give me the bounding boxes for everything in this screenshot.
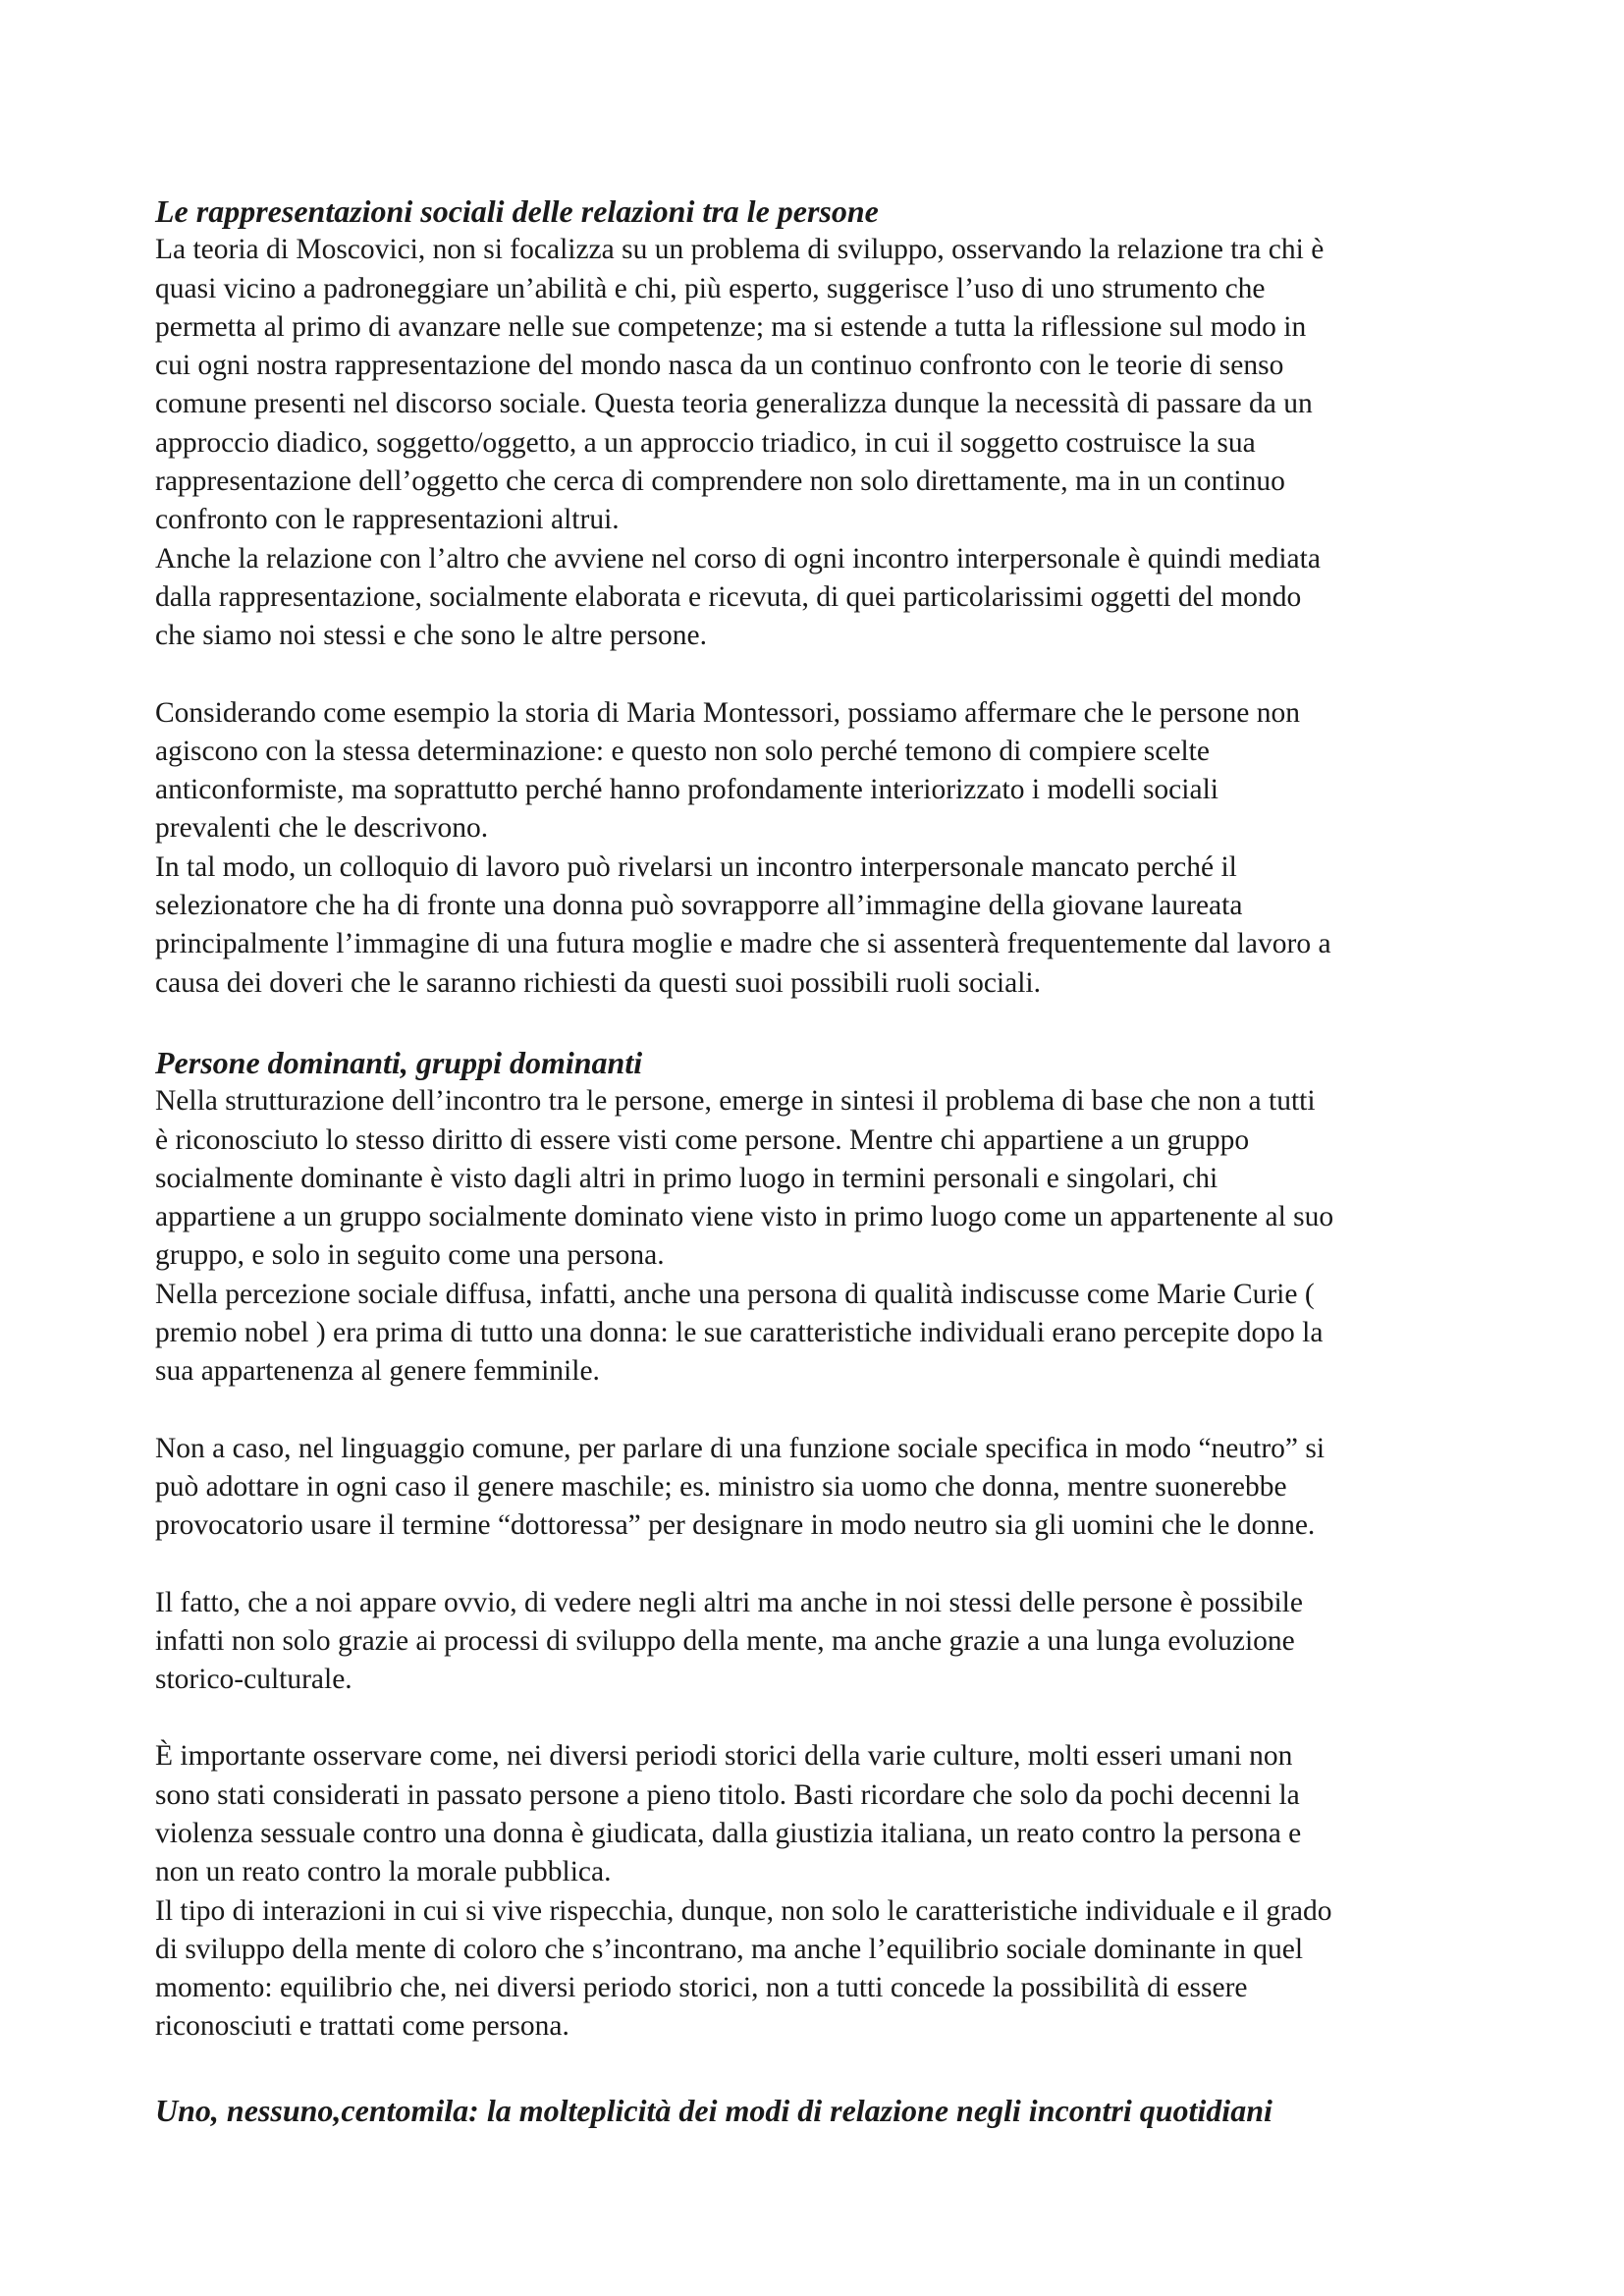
paragraph: Considerando come esempio la storia di Maria Montessori, possiamo affermare che le persone non agiscono con la stessa determinazione: e questo non solo perché temono di compiere scelte anticonformiste, ma soprattutto perché hanno profondamente interiorizzato i modelli sociali prevalenti che le descrivono. (155, 696, 1301, 845)
paragraph: Il tipo di interazioni in cui si vive rispecchia, dunque, non solo le caratteristiche individuale e il grado di sviluppo della mente di coloro che s’incontrano, ma anche l’equilibrio sociale dominante in quel momento: equilibrio che, nei diversi periodo storici, non a tutti concede la possibilità di essere riconosciuti e trattati come persona. (155, 1894, 1332, 2043)
paragraph: Anche la relazione con l’altro che avviene nel corso di ogni incontro interpersonale è quindi mediata dalla rappresentazione, socialmente elaborata e ricevuta, di quei particolarissimi oggetti del mondo che siamo noi stessi e che sono le altre persone. (155, 542, 1321, 652)
paragraph: Il fatto, che a noi appare ovvio, di vedere negli altri ma anche in noi stessi delle persone è possibile infatti non solo grazie ai processi di sviluppo della mente, ma anche grazie a una lunga evoluzione storico-culturale. (155, 1586, 1303, 1696)
section-spacer (155, 2047, 1490, 2088)
paragraph: Non a caso, nel linguaggio comune, per parlare di una funzione sociale specifica in modo “neutro” si può adottare in ogni caso il genere maschile; es. ministro sia uomo che donna, mentre suonerebbe provocatorio usare il termine “dottoressa” per designare in modo neutro sia gli uomini che le donne. (155, 1432, 1326, 1542)
paragraph: Nella strutturazione dell’incontro tra le persone, emerge in sintesi il problema di base che non a tutti è riconosciuto lo stesso diritto di essere visti come persone. Mentre chi appartiene a un gruppo socialmente dominante è visto dagli altri in primo luogo in termini personali e singolari, chi appartiene a un gruppo socialmente dominato viene visto in primo luogo come un appartenente al suo gruppo, e solo in seguito come una persona. (155, 1085, 1334, 1272)
paragraph-spacer (155, 1546, 1490, 1584)
paragraph: Nella percezione sociale diffusa, infatti, anche una persona di qualità indiscusse come Marie Curie ( premio nobel ) era prima di tutto una donna: le sue caratteristiche individuali erano percepite dopo la sua appartenenza al genere femminile. (155, 1278, 1324, 1388)
paragraph-spacer (155, 1699, 1490, 1737)
paragraph: La teoria di Moscovici, non si focalizza su un problema di sviluppo, osservando la relazione tra chi è quasi vicino a padroneggiare un’abilità e chi, più esperto, suggerisce l’uso di uno strumento che permetta al primo di avanzare nelle sue competenze; ma si estende a tutta la riflessione sul modo in cui ogni nostra rappresentazione del mondo nasca da un continuo confronto con le teorie di senso comune presenti nel discorso sociale. Questa teoria generalizza dunque la necessità di passare da un approccio diadico, soggetto/oggetto, a un approccio triadico, in cui il soggetto costruisce la sua rappresentazione dell’oggetto che cerca di comprendere non solo direttamente, ma in un continuo confronto con le rappresentazioni altrui. (155, 234, 1325, 536)
paragraph: In tal modo, un colloquio di lavoro può rivelarsi un incontro interpersonale mancato perché il selezionatore che ha di fronte una donna può sovrapporre all’immagine della giovane laureata principalmente l’immagine di una futura moglie e madre che si assenterà frequentemente dal lavoro a causa dei doveri che le saranno richiesti da questi suoi possibili ruoli sociali. (155, 850, 1331, 999)
document-page (155, 192, 1490, 2130)
paragraph-spacer (155, 1392, 1490, 1430)
paragraph: È importante osservare come, nei diversi periodi storici della varie culture, molti esseri umani non sono stati considerati in passato persone a pieno titolo. Basti ricordare che solo da pochi decenni la violenza sessuale contro una donna è giudicata, dalla giustizia italiana, un reato contro la persona e non un reato contro la morale pubblica. (155, 1740, 1302, 1888)
section-heading: Uno, nessuno,centomila: la molteplicità dei modi di relazione negli incontri quotidiani (155, 2092, 1272, 2128)
section-heading: Persone dominanti, gruppi dominanti (155, 1044, 643, 1080)
section-spacer (155, 1003, 1490, 1044)
paragraph-spacer (155, 656, 1490, 694)
section-heading: Le rappresentazioni sociali delle relazioni tra le persone (155, 193, 879, 229)
